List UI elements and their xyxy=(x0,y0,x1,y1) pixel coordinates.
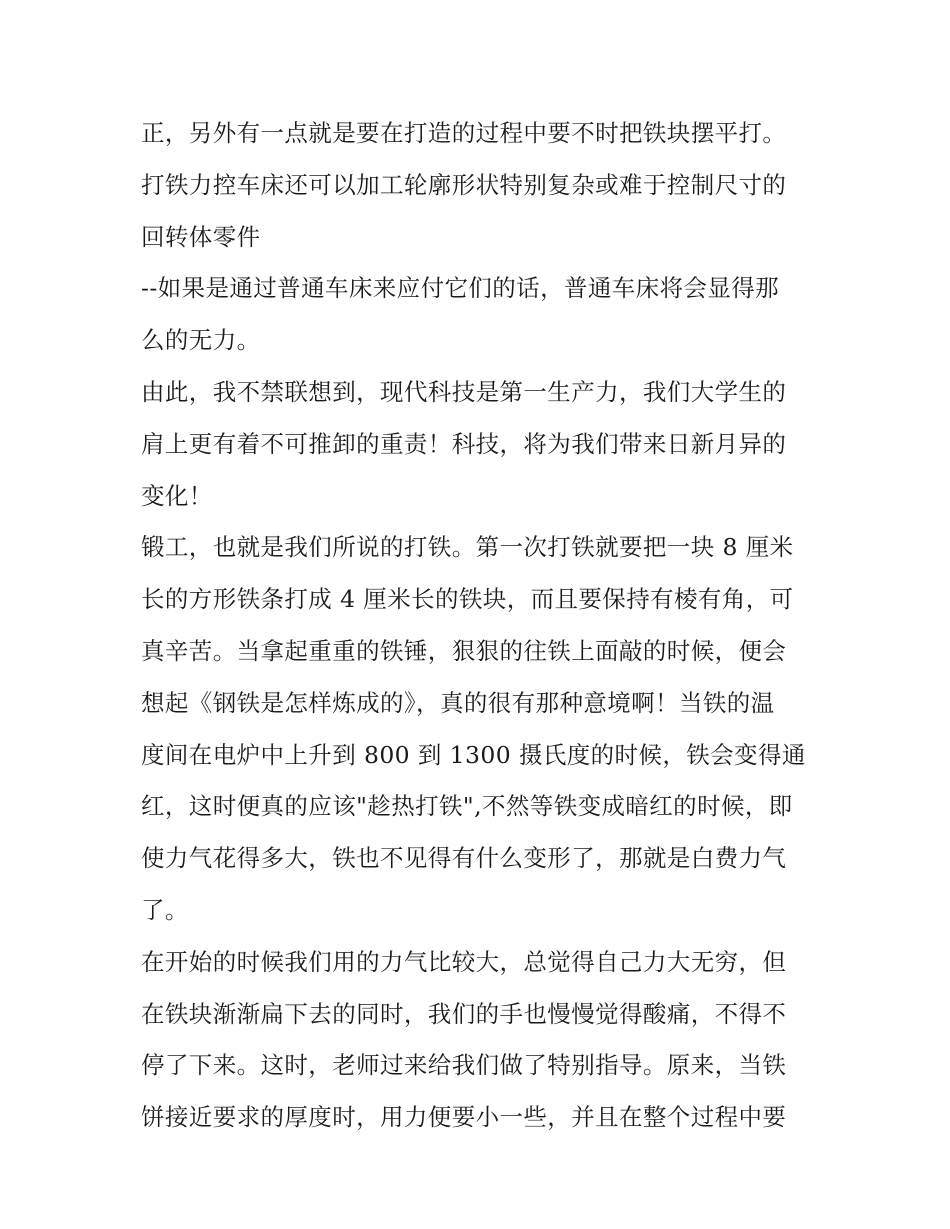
text-line: 真辛苦。当拿起重重的铁锤，狠狠的往铁上面敲的时候，便会 xyxy=(141,636,787,665)
text-line: 饼接近要求的厚度时，用力便要小一些，并且在整个过程中要 xyxy=(141,1103,787,1132)
text-line: --如果是通过普通车床来应付它们的话，普通车床将会显得那 xyxy=(141,274,780,303)
body-text xyxy=(141,108,821,1144)
text-line: 了。 xyxy=(141,895,189,924)
text-line: 停了下来。这时，老师过来给我们做了特别指导。原来，当铁 xyxy=(141,1051,787,1080)
text-line: 度间在电炉中上升到 800 到 1300 摄氏度的时候，铁会变得通 xyxy=(141,740,806,769)
text-line: 在铁块渐渐扁下去的同时，我们的手也慢慢觉得酸痛，不得不 xyxy=(141,999,787,1028)
text-line: 长的方形铁条打成 4 厘米长的铁块，而且要保持有棱有角，可 xyxy=(141,585,794,614)
text-line: 由此，我不禁联想到，现代科技是第一生产力，我们大学生的 xyxy=(141,377,787,406)
text-line: 打铁力控车床还可以加工轮廓形状特别复杂或难于控制尺寸的 xyxy=(141,170,787,199)
text-line: 锻工，也就是我们所说的打铁。第一次打铁就要把一块 8 厘米 xyxy=(141,533,794,562)
text-line: 红，这时便真的应该"趁热打铁",不然等铁变成暗红的时候，即 xyxy=(141,792,793,821)
text-line: 肩上更有着不可推卸的重责！科技，将为我们带来日新月异的 xyxy=(141,429,787,458)
text-line: 想起《钢铁是怎样炼成的》，真的很有那种意境啊！当铁的温 xyxy=(141,688,775,717)
text-line: 使力气花得多大，铁也不见得有什么变形了，那就是白费力气 xyxy=(141,844,787,873)
text-line: 在开始的时候我们用的力气比较大，总觉得自己力大无穷，但 xyxy=(141,947,787,976)
text-line: 正，另外有一点就是要在打造的过程中要不时把铁块摆平打。 xyxy=(141,119,787,147)
text-line: 回转体零件 xyxy=(141,222,261,251)
text-line: 么的无力。 xyxy=(141,326,261,355)
text-line: 变化！ xyxy=(141,481,213,510)
